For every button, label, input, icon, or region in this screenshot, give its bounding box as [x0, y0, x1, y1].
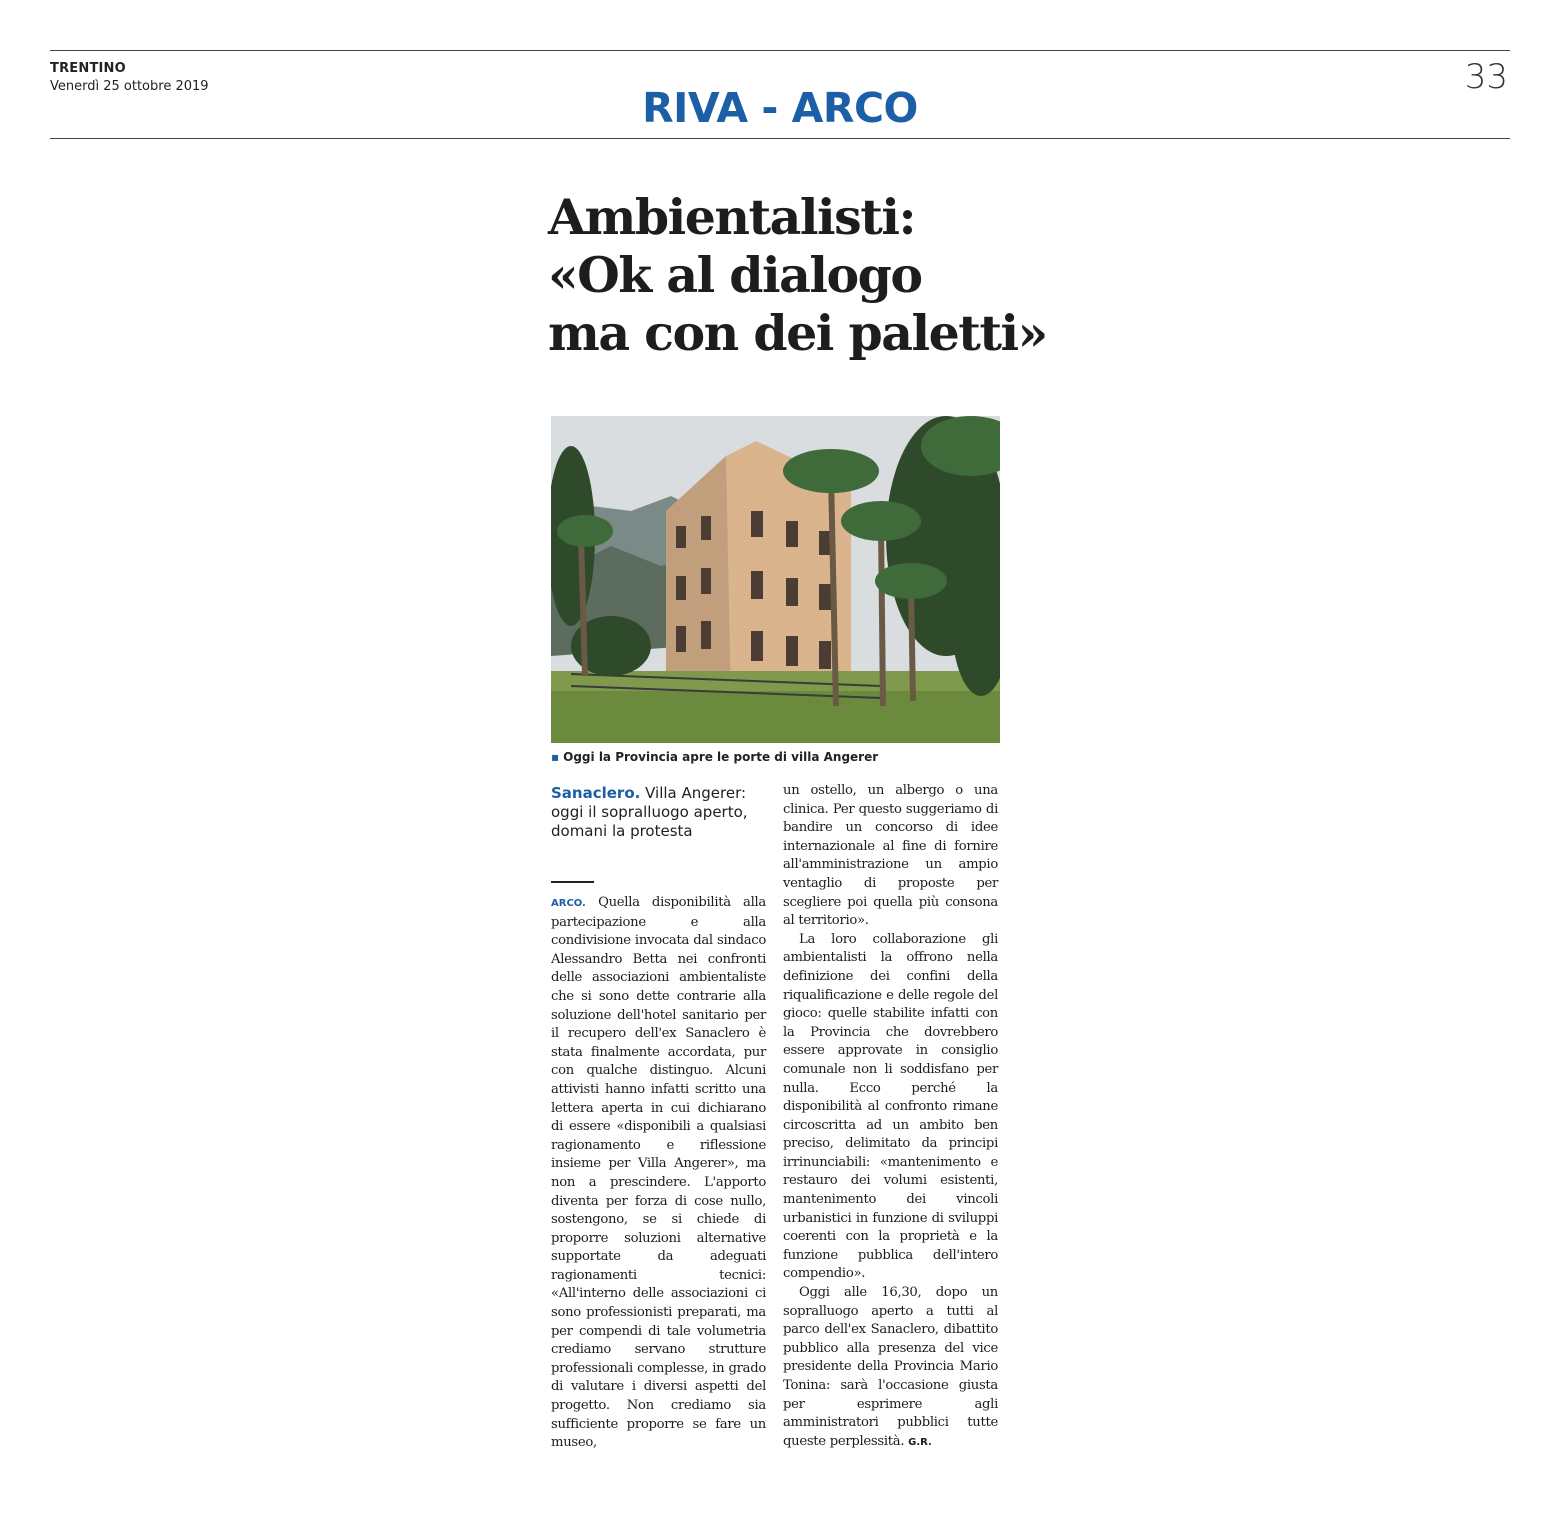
section-title: RIVA - ARCO [642, 84, 918, 132]
top-rule [50, 50, 1510, 51]
dateline: ARCO. [551, 898, 586, 909]
body-column-1 [551, 894, 766, 1453]
body-column-2 [783, 782, 998, 1452]
kicker-text: Villa Angerer: oggi il sopralluogo aperto, domani la protesta [551, 784, 748, 840]
headline-line-2: «Ok al dialogo [548, 246, 922, 304]
body-text: Oggi alle 16,30, dopo un sopralluogo aperto a tutti al parco dell'ex Sanaclero, dibattito pubblico alla presenza del vice presidente della Provincia Mario Tonina: sarà l'occasione giusta per esprimere agli amministratori pubblici tutte queste perplessità. [783, 1285, 998, 1449]
author-signature: G.R. [908, 1436, 932, 1448]
photo-caption [551, 750, 878, 764]
body-paragraph: un ostello, un albergo o una clinica. Per questo suggeriamo di bandire un concorso di idee internazionale al fine di fornire all'amministrazione un ampio ventaglio di proposte per scegliere poi quella più consona al territorio». [783, 783, 998, 929]
headline-line-1: Ambientalisti: [548, 188, 916, 246]
headline-line-3: ma con dei paletti» [548, 304, 1047, 362]
body-paragraph [551, 894, 766, 1453]
villa-photo-illustration [551, 416, 1000, 743]
headline [548, 188, 1047, 362]
kicker-rule [551, 881, 594, 883]
body-text: Quella disponibilità alla partecipazione e alla condivisione invocata dal sindaco Alessandro Betta nei confronti delle associazioni ambientaliste che si sono dette contrarie alla soluzione dell'hotel sanitario per il recupero dell'ex Sanaclero è stata finalmente accordata, pur con qualche distinguo. Alcuni attivisti hanno infatti scritto una lettera aperta in cui dichiarano di essere «disponibili a qualsiasi ragionamento e riflessione insieme per Villa Angerer», ma non a prescindere. L'apporto diventa per forza di cose nullo, sostengono, se si chiede di proporre soluzioni alternative supportate da adeguati ragionamenti tecnici: «All'interno delle associazioni ci sono professionisti preparati, ma per compendi di tale volumetria crediamo servano strutture professionali complesse, in grado di valutare i diversi aspetti del progetto. Non crediamo sia sufficiente proporre se fare un museo, [551, 895, 766, 1451]
villa-photo [551, 416, 1000, 743]
body-paragraph [783, 1284, 998, 1452]
kicker [551, 784, 766, 841]
header-bottom-rule [50, 138, 1510, 139]
page-number: 33 [1464, 57, 1508, 97]
caption-text: Oggi la Provincia apre le porte di villa Angerer [563, 750, 879, 764]
kicker-label: Sanaclero. [551, 784, 641, 802]
body-paragraph: La loro collaborazione gli ambientalisti la offrono nella definizione dei confini della riqualificazione e delle regole del gioco: quelle stabilite infatti con la Provincia che dovrebbero essere approvate in consiglio comunale non li soddisfano per nulla. Ecco perché la disponibilità al confronto rimane circoscritta ad un ambito ben preciso, delimitato da principi irrinunciabili: «mantenimento e restauro dei volumi esistenti, mantenimento dei vincoli urbanistici in funzione di sviluppi coerenti con la proprietà e la funzione pubblica dell'intero compendio». [783, 931, 998, 1282]
issue-date: Venerdì 25 ottobre 2019 [50, 79, 209, 94]
newspaper-name: TRENTINO [50, 61, 126, 76]
caption-bullet-icon: ▪ [551, 750, 560, 764]
